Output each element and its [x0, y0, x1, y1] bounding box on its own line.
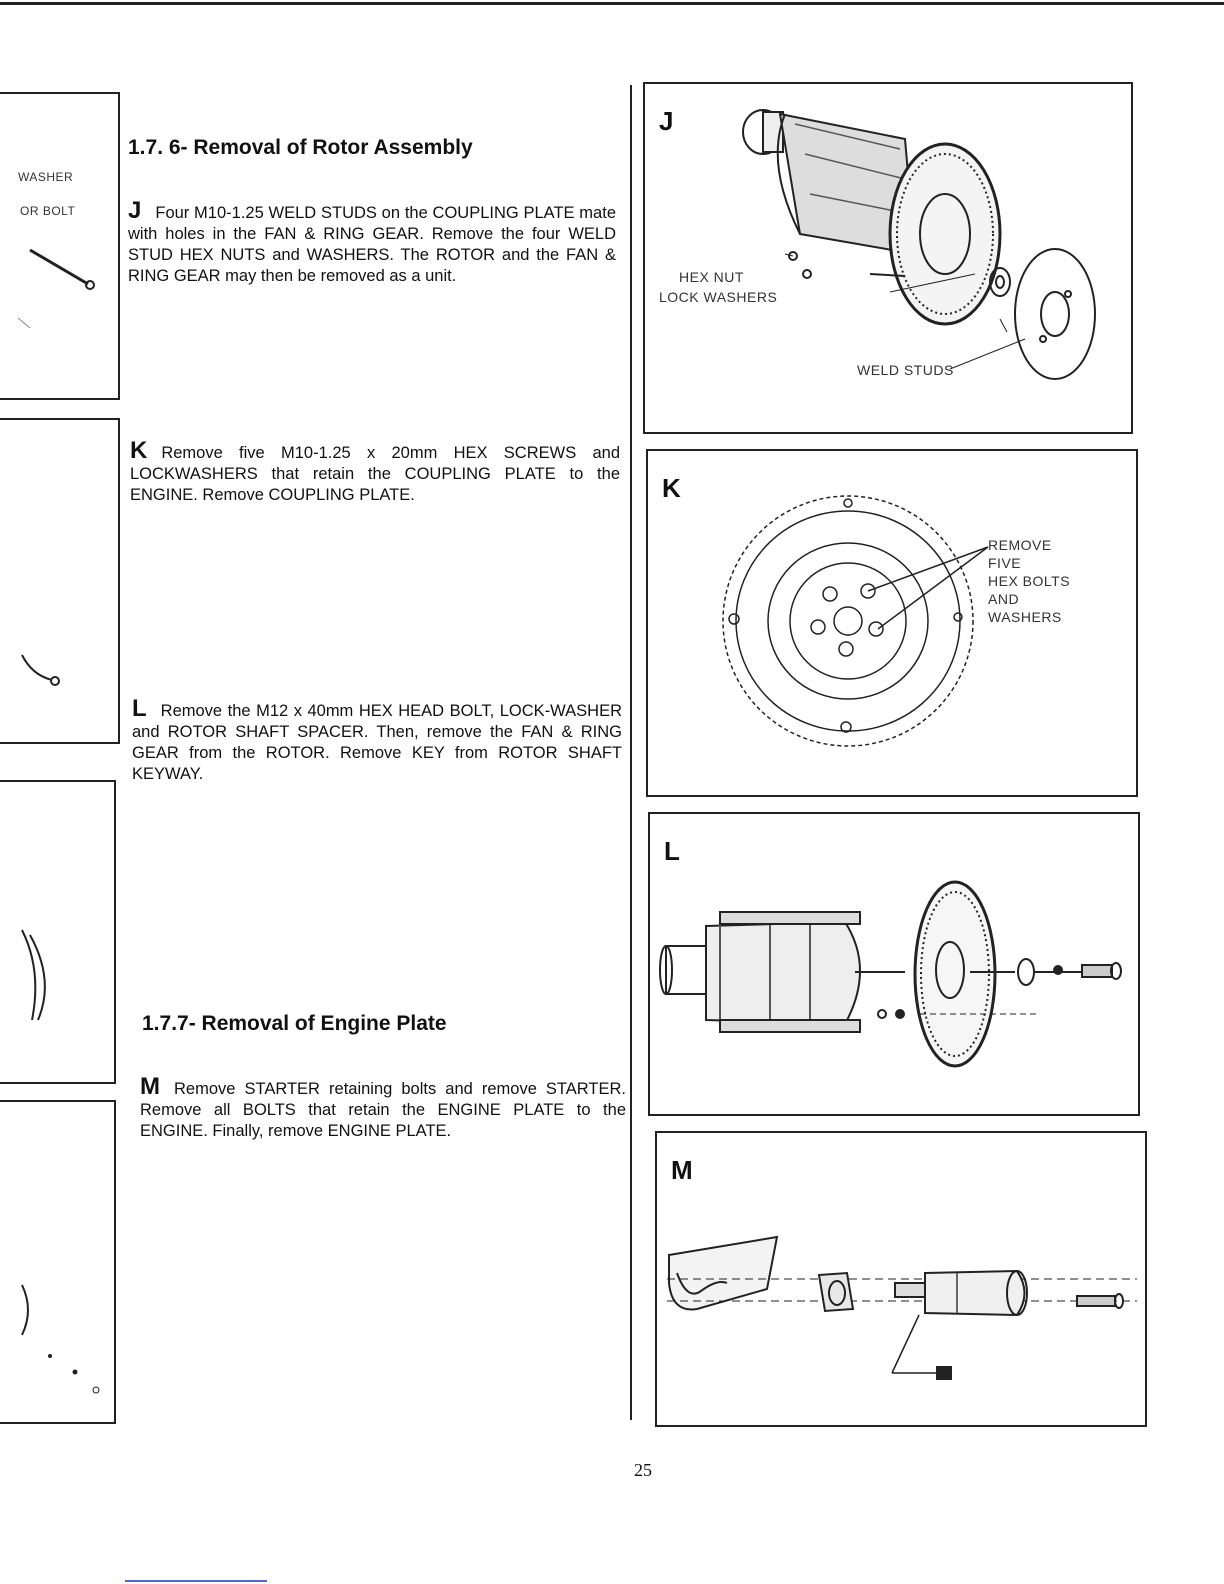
- callout-washers: WASHERS: [988, 609, 1062, 625]
- step-l: [132, 695, 622, 785]
- figure-label: J: [659, 106, 674, 136]
- margin-fragment-text: OR BOLT: [20, 204, 76, 218]
- bottom-rule: [125, 1580, 267, 1582]
- figure-label: M: [671, 1155, 693, 1185]
- section-title-rotor: 1.7. 6- Removal of Rotor Assembly: [128, 136, 473, 159]
- rotor-assembly-drawing: [645, 84, 1131, 432]
- starter-removal-drawing: [657, 1133, 1145, 1425]
- callout-hex-nut: HEX NUT: [679, 269, 744, 285]
- margin-fragment-box-2: [0, 418, 120, 744]
- figure-j: [643, 82, 1133, 434]
- rotor-fan-exploded-drawing: [650, 814, 1138, 1114]
- step-letter: M: [140, 1073, 160, 1100]
- step-letter: J: [128, 197, 142, 224]
- callout-hex-bolts: HEX BOLTS: [988, 573, 1071, 589]
- figure-k: [646, 449, 1138, 797]
- callout-weld-studs: WELD STUDS: [857, 362, 954, 378]
- step-text: Remove five M10-1.25 x 20mm HEX SCREWS and LOCKWASHERS that retain the COUPLING PLATE to the ENGINE. Remove COUPLING PLATE.: [130, 444, 620, 504]
- step-k: [130, 437, 620, 506]
- callout-and: AND: [988, 591, 1020, 607]
- coupling-plate-drawing: [648, 451, 1136, 795]
- top-rule: [0, 2, 1224, 5]
- step-text: Remove STARTER retaining bolts and remove STARTER. Remove all BOLTS that retain the ENGINE PLATE to the ENGINE. Finally, remove ENGINE PLATE.: [140, 1080, 626, 1140]
- step-m: [140, 1073, 626, 1142]
- step-letter: L: [132, 695, 147, 722]
- figure-l: [648, 812, 1140, 1116]
- callout-lock-washers: LOCK WASHERS: [659, 289, 778, 305]
- margin-fragment-text: WASHER: [18, 170, 74, 184]
- step-letter: K: [130, 437, 148, 464]
- step-text: Four M10-1.25 WELD STUDS on the COUPLING PLATE mate with holes in the FAN & RING GEAR. Remove the four WELD STUD HEX NUTS and WASHERS. The ROTOR and the FAN & RING GEAR may then be removed as a unit.: [128, 204, 616, 285]
- column-divider: [630, 85, 632, 1420]
- page-number: 25: [634, 1460, 652, 1480]
- figure-label: L: [664, 836, 680, 866]
- step-j: [128, 197, 616, 287]
- callout-five: FIVE: [988, 555, 1022, 571]
- figure-label: K: [662, 473, 681, 503]
- figure-m: [655, 1131, 1147, 1427]
- margin-fragment-box-4: [0, 1100, 116, 1424]
- section-title-engine-plate: 1.7.7- Removal of Engine Plate: [142, 1012, 447, 1035]
- margin-fragment-box-3: [0, 780, 116, 1084]
- callout-remove: REMOVE: [988, 537, 1052, 553]
- step-text: Remove the M12 x 40mm HEX HEAD BOLT, LOCK-WASHER and ROTOR SHAFT SPACER. Then, remove the FAN & RING GEAR from the ROTOR. Remove KEY from ROTOR SHAFT KEYWAY.: [132, 702, 622, 783]
